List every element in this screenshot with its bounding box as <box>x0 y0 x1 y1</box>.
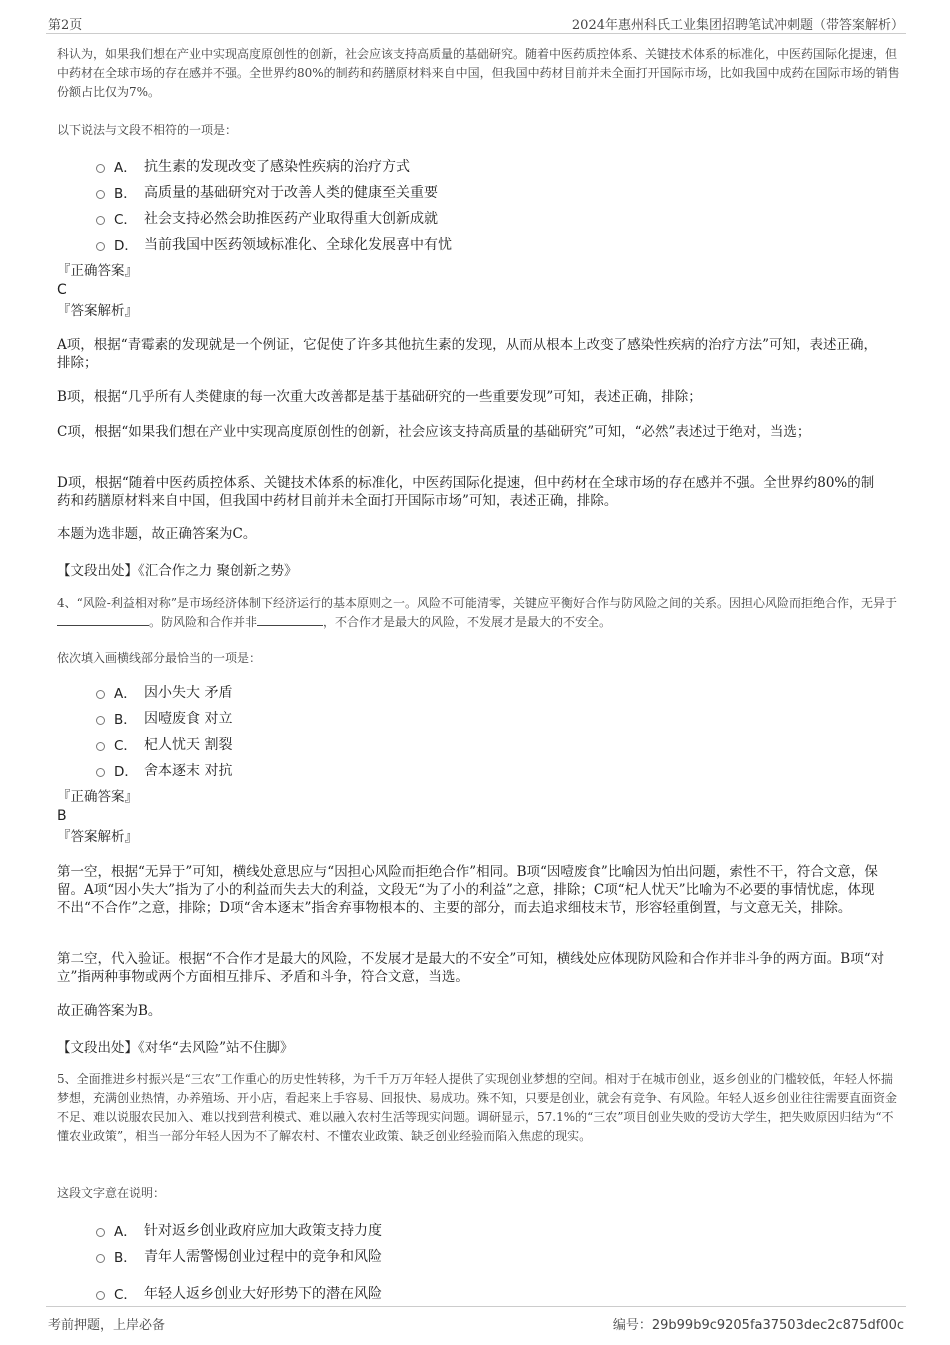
option-letter: C． <box>114 212 137 228</box>
option-letter: B． <box>114 186 137 202</box>
q4-option-c[interactable] <box>96 734 232 754</box>
q4-answer: B <box>57 808 67 824</box>
q4-option-b[interactable] <box>96 708 232 728</box>
option-text: 青年人需警惕创业过程中的竞争和风险 <box>144 1249 382 1265</box>
footer-slogan: 考前押题，上岸必备 <box>48 1318 166 1333</box>
option-letter: A． <box>114 686 137 702</box>
fill-blank-2[interactable] <box>257 613 323 626</box>
q5-option-b[interactable] <box>96 1246 382 1266</box>
option-letter: B． <box>114 1250 137 1266</box>
q3-analysis-c: C项，根据“如果我们想在产业中实现高度原创性的创新，社会应该支持高质量的基础研究”可知，“必然”表述过于绝对，当选； <box>57 424 811 440</box>
q5-option-c[interactable] <box>96 1283 382 1303</box>
footer-divider <box>46 1306 906 1307</box>
q4-stem <box>57 594 903 632</box>
q3-answer-label: 『正确答案』 <box>57 263 138 279</box>
q3-answer: C <box>57 282 67 298</box>
q3-option-b[interactable] <box>96 182 438 202</box>
radio-icon[interactable] <box>96 1254 105 1263</box>
radio-icon[interactable] <box>96 768 105 777</box>
option-text: 杞人忧天 割裂 <box>144 737 233 753</box>
code-value: 29b99b9c9205fa37503dec2c875df00c <box>651 1318 904 1333</box>
q4-stem-part1: 4、“风险-利益相对称”是市场经济体制下经济运行的基本原则之一。风险不可能清零，关键应平衡好合作与防风险之间的关系。因担心风险而拒绝合作，无异于 <box>57 596 897 610</box>
q4-prompt: 依次填入画横线部分最恰当的一项是： <box>57 651 262 665</box>
option-text: 因小失大 矛盾 <box>144 685 233 701</box>
page-footer <box>0 1306 950 1345</box>
option-letter: A． <box>114 1224 137 1240</box>
q5-option-a[interactable] <box>96 1220 382 1240</box>
option-text: 因噎废食 对立 <box>144 711 233 727</box>
option-text: 抗生素的发现改变了感染性疾病的治疗方式 <box>144 159 410 175</box>
option-text: 年轻人返乡创业大好形势下的潜在风险 <box>144 1286 382 1302</box>
option-letter: D． <box>114 238 138 254</box>
q4-analysis-blank2: 第二空，代入验证。根据“不合作才是最大的风险，不发展才是最大的不安全”可知，横线处应体现防风险和合作并非斗争的两方面。B项“对立”指两种事物或两个方面相互排斥、矛盾和斗争，符合文意，当选。 <box>57 951 885 985</box>
q4-analysis-blank1: 第一空，根据“无异于”可知，横线处意思应与“因担心风险而拒绝合作”相同。B项“因噎废食”比喻因为怕出问题，索性不干，符合文意，保留。A项“因小失大”指为了小的利益而失去大的利益，文段无“为了小的利益”之意，排除；C项“杞人忧天”比喻为不必要的事情忧虑，体现不出“不合作”之意，排除；D项“舍本逐末”指舍弃事物根本的、主要的部分，而去追求细枝末节，形容轻重倒置，与文意无关，排除。 <box>57 864 878 916</box>
option-text: 当前我国中医药领域标准化、全球化发展喜中有忧 <box>144 237 452 253</box>
q5-prompt: 这段文字意在说明： <box>57 1186 166 1200</box>
radio-icon[interactable] <box>96 690 105 699</box>
option-letter: D． <box>114 764 138 780</box>
footer-code <box>613 1314 904 1333</box>
q4-source: 【文段出处】《对华“去风险”站不住脚》 <box>57 1040 294 1056</box>
q3-conclusion: 本题为选非题，故正确答案为C。 <box>57 526 257 542</box>
fill-blank-1[interactable] <box>57 613 149 626</box>
page-number: 第2页 <box>48 18 83 33</box>
q3-option-d[interactable] <box>96 234 452 254</box>
q3-analysis-a: A项，根据“青霉素的发现就是一个例证，它促使了许多其他抗生素的发现，从而从根本上改变了感染性疾病的治疗方法”可知，表述正确，排除； <box>57 337 878 371</box>
q4-conclusion: 故正确答案为B。 <box>57 1003 162 1019</box>
q3-option-c[interactable] <box>96 208 438 228</box>
q3-option-a[interactable] <box>96 156 410 176</box>
q4-stem-part2: 。防风险和合作并非 <box>149 615 258 629</box>
option-text: 针对返乡创业政府应加大政策支持力度 <box>144 1223 382 1239</box>
radio-icon[interactable] <box>96 1228 105 1237</box>
q4-answer-label: 『正确答案』 <box>57 789 138 805</box>
q5-stem: 5、全面推进乡村振兴是“三农”工作重心的历史性转移，为千千万万年轻人提供了实现创业梦想的空间。相对于在城市创业，返乡创业的门槛较低，年轻人怀揣梦想，充满创业热情，办养殖场、开小店，看起来上手容易、回报快、易成功。殊不知，只要是创业，就会有竞争、有风险。年轻人返乡创业往往需要直面资金不足、难以说服农民加入、难以找到营利模式、难以融入农村生活等现实问题。调研显示，57.1%的“三农”项目创业失败的受访大学生，把失败原因归结为“不懂农业政策”，相当一部分年轻人因为不了解农村、不懂农业政策、缺乏创业经验而陷入焦虑的现实。 <box>57 1072 898 1143</box>
q4-option-d[interactable] <box>96 760 232 780</box>
q4-stem-part3: ，不合作才是最大的风险，不发展才是最大的不安全。 <box>323 615 612 629</box>
page-header <box>0 0 950 34</box>
radio-icon[interactable] <box>96 190 105 199</box>
q3-analysis-label: 『答案解析』 <box>57 303 138 319</box>
q3-analysis-d: D项，根据“随着中医药质控体系、关键技术体系的标准化，中医药国际化提速，但中药材在全球市场的存在感并不强。全世界约80%的制药和药膳原材料来自中国，但我国中药材目前并未全面打开国际市场”可知，表述正确，排除。 <box>57 475 875 509</box>
header-divider <box>46 33 906 34</box>
radio-icon[interactable] <box>96 716 105 725</box>
radio-icon[interactable] <box>96 242 105 251</box>
radio-icon[interactable] <box>96 1291 105 1300</box>
q3-analysis-b: B项，根据“几乎所有人类健康的每一次重大改善都是基于基础研究的一些重要发现”可知，表述正确，排除； <box>57 389 702 405</box>
q3-source: 【文段出处】《汇合作之力 聚创新之势》 <box>57 563 298 579</box>
option-letter: C． <box>114 738 137 754</box>
q4-option-a[interactable] <box>96 682 232 702</box>
q3-prompt: 以下说法与文段不相符的一项是： <box>57 123 238 137</box>
q4-analysis-label: 『答案解析』 <box>57 829 138 845</box>
option-letter: A． <box>114 160 137 176</box>
radio-icon[interactable] <box>96 216 105 225</box>
option-letter: C． <box>114 1287 137 1303</box>
document-title: 2024年惠州科氏工业集团招聘笔试冲刺题（带答案解析） <box>571 18 904 33</box>
option-text: 高质量的基础研究对于改善人类的健康至关重要 <box>144 185 438 201</box>
code-label: 编号： <box>612 1318 652 1333</box>
option-text: 社会支持必然会助推医药产业取得重大创新成就 <box>144 211 438 227</box>
radio-icon[interactable] <box>96 164 105 173</box>
option-text: 舍本逐末 对抗 <box>144 763 233 779</box>
option-letter: B． <box>114 712 137 728</box>
radio-icon[interactable] <box>96 742 105 751</box>
q3-passage-tail: 科认为，如果我们想在产业中实现高度原创性的创新，社会应该支持高质量的基础研究。随着中医药质控体系、关键技术体系的标准化，中医药国际化提速，但中药材在全球市场的存在感并不强。全世界约80%的制药和药膳原材料来自中国，但我国中药材目前并未全面打开国际市场，比如我国中成药在国际市场的销售份额占比仅为7%。 <box>57 47 900 99</box>
